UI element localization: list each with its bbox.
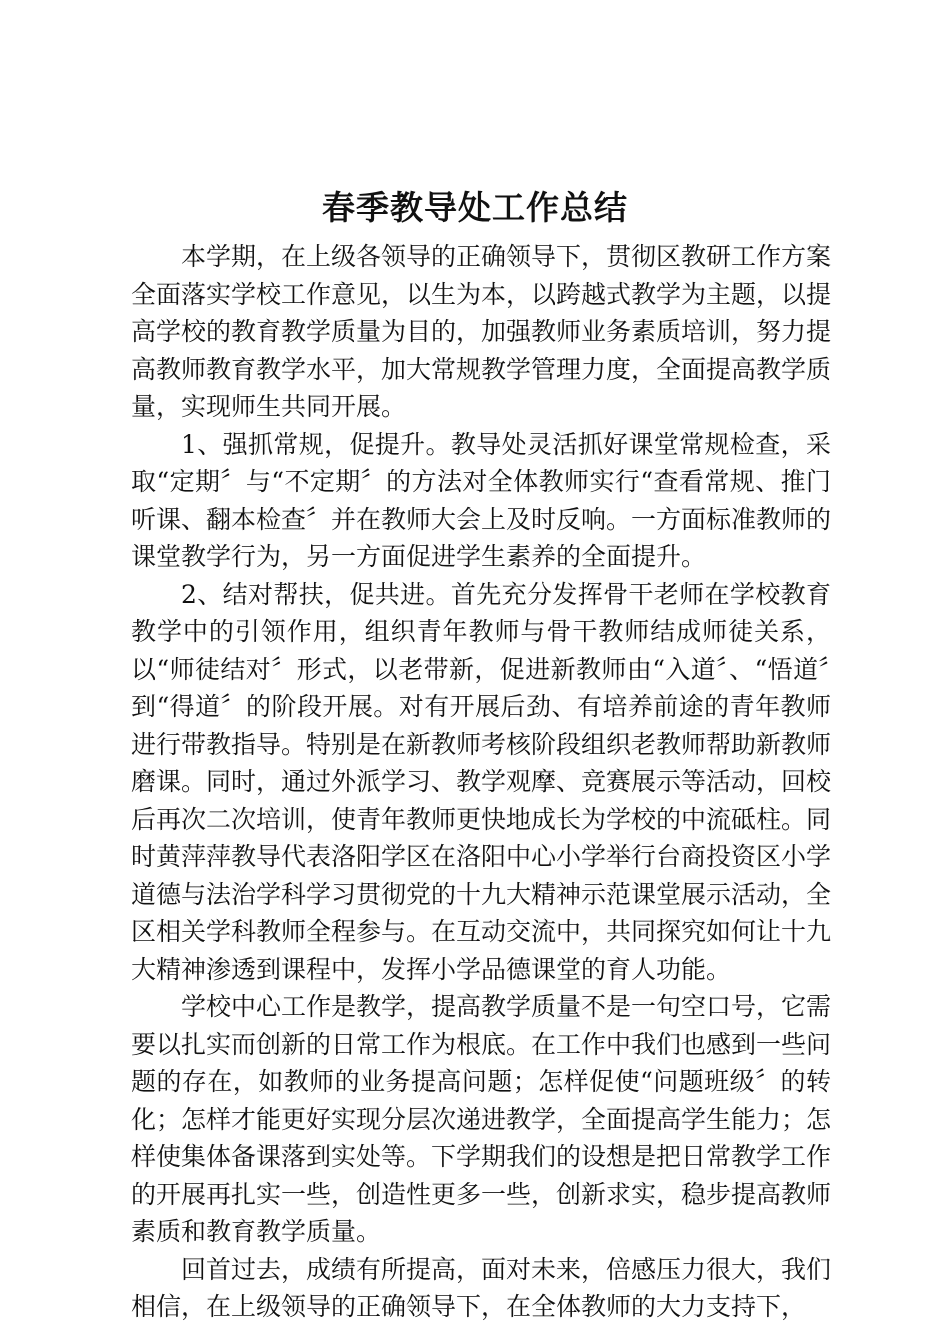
paragraph-mentoring: 2、结对帮扶，促共进。首先充分发挥骨干老师在学校教育教学中的引领作用，组织青年教师与骨干教师结成师徒关系，以“师徒结对〞形式，以老带新，促进新教师由“入道〞、“悟道〞到“得道〞的阶段开展。对有开展后劲、有培养前途的青年教师进行带教指导。特别是在新教师考核阶段组织老教师帮助新教师磨课。同时，通过外派学习、教学观摩、竞赛展示等活动，回校后再次二次培训，使青年教师更快地成长为学校的中流砥柱。同时黄萍萍教导代表洛阳学区在洛阳中心小学举行台商投资区小学道德与法治学科学习贯彻党的十九大精神示范课堂展示活动，全区相关学科教师全程参与。在互动交流中，共同探究如何让十九大精神渗透到课程中，发挥小学品德课堂的育人功能。 [131,579,832,984]
document-body [131,238,831,1326]
paragraph-teaching-focus: 学校中心工作是教学，提高教学质量不是一句空口号，它需要以扎实而创新的日常工作为根底。在工作中我们也感到一些问题的存在，如教师的业务提高问题；怎样促使“问题班级〞的转化；怎样才能更好实现分层次递进教学，全面提高学生能力；怎样使集体备课落到实处等。下学期我们的设想是把日常教学工作的开展再扎实一些，创造性更多一些，创新求实，稳步提高教师素质和教育教学质量。 [131,992,832,1246]
paragraph-routine: 1、强抓常规，促提升。教导处灵活抓好课堂常规检查，采取“定期〞与“不定期〞的方法对全体教师实行“查看常规、推门听课、翻本检查〞并在教师大会上及时反响。一方面标准教师的课堂教学行为，另一方面促进学生素养的全面提升。 [131,429,832,571]
paragraph-outlook: 回首过去，成绩有所提高，面对未来，倍感压力很大，我们相信，在上级领导的正确领导下，在全体教师的大力支持下， [131,1254,832,1321]
document-title: 春季教导处工作总结 [322,188,628,227]
paragraph-intro: 本学期，在上级各领导的正确领导下，贯彻区教研工作方案全面落实学校工作意见，以生为本，以跨越式教学为主题，以提高学校的教育教学质量为目的，加强教师业务素质培训，努力提高教师教育教学水平，加大常规教学管理力度，全面提高教学质量，实现师生共同开展。 [131,242,832,421]
